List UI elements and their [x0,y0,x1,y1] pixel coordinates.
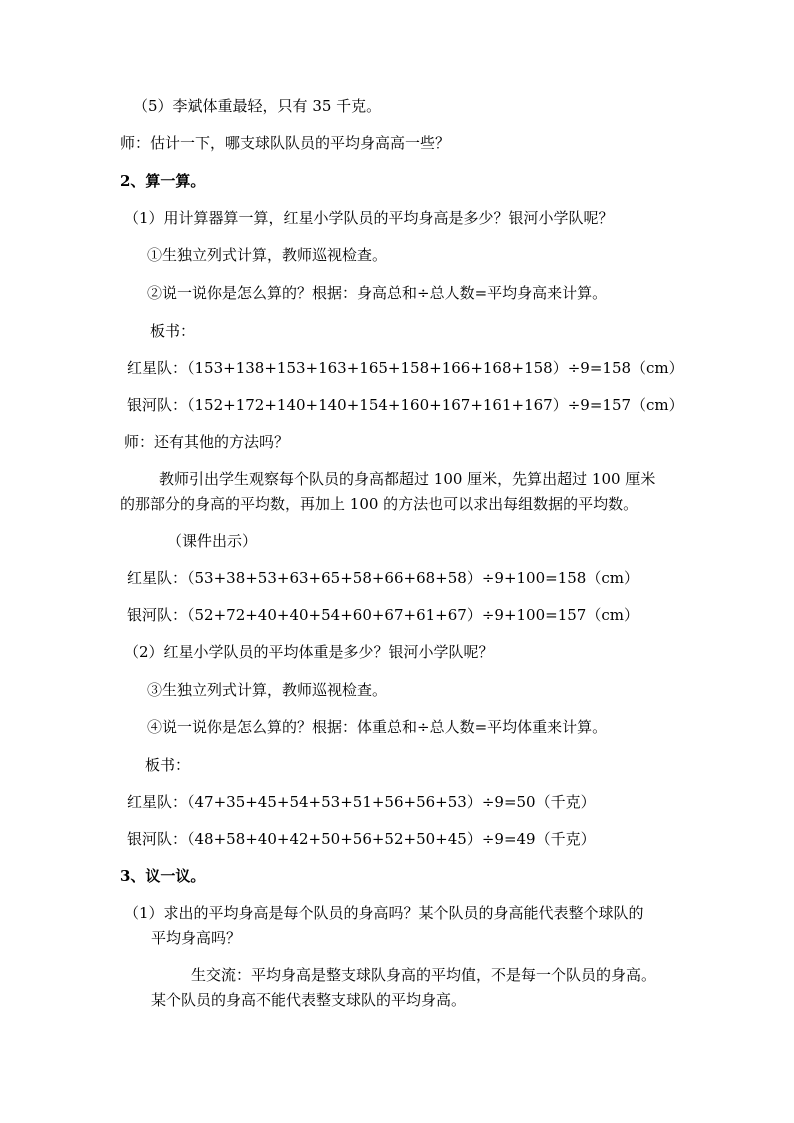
section-heading-calculate: 2、算一算。 [120,172,206,190]
text-line-yinhe-height: 银河队：（152+172+140+140+154+160+167+161+167）÷9=157（cm） [127,396,684,414]
text-line-question-1: （1）用计算器算一算，红星小学队员的平均身高是多少？银河小学队呢？ [124,209,614,227]
text-line-hongxing-height-alt: 红星队：（53+38+53+63+65+58+66+68+58）÷9+100=158（cm） [127,569,639,587]
text-line-hongxing-height: 红星队：（153+138+153+163+165+158+166+168+158）÷9=158（cm） [127,359,684,377]
text-line-step-2: ②说一说你是怎么算的？根据：身高总和÷总人数=平均身高来计算。 [147,284,608,302]
text-line-board-label-2: 板书： [145,756,191,774]
text-line-exchange-1: 生交流：平均身高是整支球队身高的平均值，不是每一个队员的身高。 [191,966,657,984]
text-line-step-3: ③生独立列式计算，教师巡视检查。 [147,681,388,699]
text-line-board-label-1: 板书： [150,322,196,340]
text-line-question-2: （2）红星小学队员的平均体重是多少？银河小学队呢？ [124,643,494,661]
text-line-explanation-1: 教师引出学生观察每个队员的身高都超过 100 厘米，先算出超过 100 厘米 [159,470,656,488]
text-line-exchange-2: 某个队员的身高不能代表整支球队的平均身高。 [151,991,467,1009]
text-line-yinhe-height-alt: 银河队：（52+72+40+40+54+60+67+61+67）÷9+100=157（cm） [127,606,639,624]
text-line-step-4: ④说一说你是怎么算的？根据：体重总和÷总人数=平均体重来计算。 [147,718,608,736]
section-heading-discuss: 3、议一议。 [120,867,206,885]
text-line-weight-lightest: （5）李斌体重最轻，只有 35 千克。 [133,97,382,115]
text-line-hongxing-weight: 红星队：（47+35+45+54+53+51+56+56+53）÷9=50（千克） [127,793,596,811]
text-line-discuss-question-2: 平均身高吗？ [151,929,242,947]
text-line-explanation-2: 的那部分的身高的平均数，再加上 100 的方法也可以求出每组数据的平均数。 [120,495,639,513]
text-line-courseware: （课件出示） [167,532,258,550]
text-line-other-methods: 师：还有其他的方法吗？ [124,433,290,451]
text-line-yinhe-weight: 银河队：（48+58+40+42+50+56+52+50+45）÷9=49（千克） [127,830,596,848]
text-line-discuss-question-1: （1）求出的平均身高是每个队员的身高吗？某个队员的身高能代表整个球队的 [124,904,644,922]
text-line-step-1: ①生独立列式计算，教师巡视检查。 [147,246,388,264]
text-line-teacher-question: 师：估计一下，哪支球队队员的平均身高高一些？ [120,134,451,152]
